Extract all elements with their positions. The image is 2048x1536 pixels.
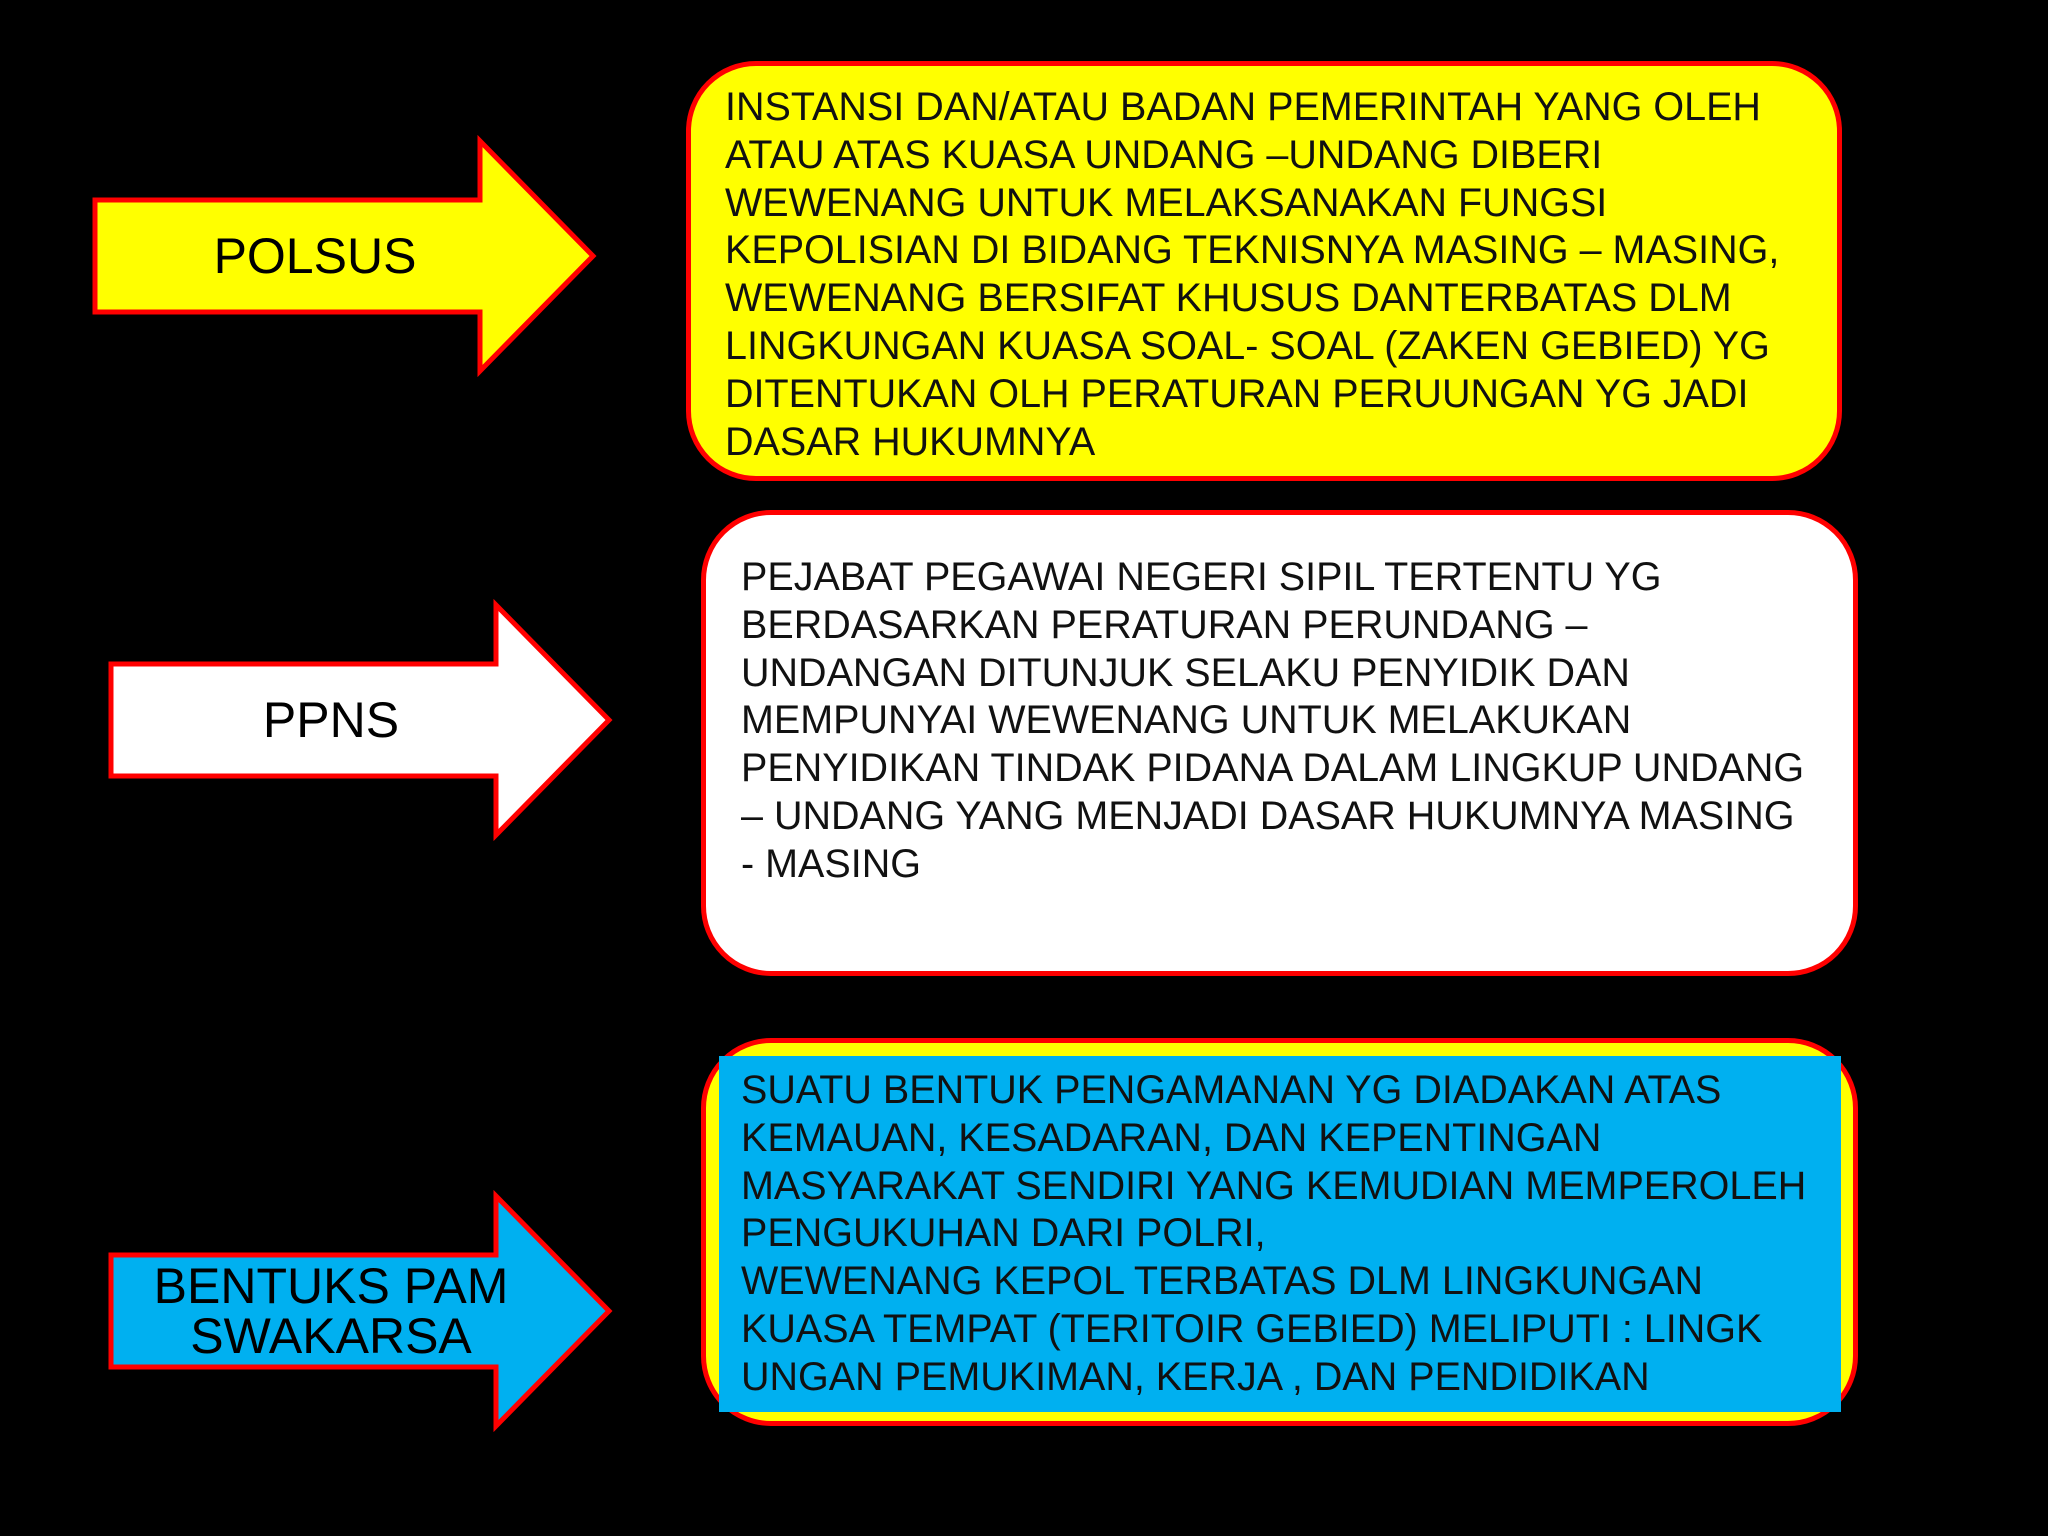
polsus-arrow-label: POLSUS [213,228,417,284]
polsus-definition-text: INSTANSI DAN/ATAU BADAN PEMERINTAH YANG OLEH ATAU ATAS KUASA UNDANG –UNDANG DIBERI WEWENANG UNTUK MELAKSANAKAN FUNGSI KEPOLISIAN DI BIDANG TEKNISNYA MASING – MASING, WEWENANG BERSIFAT KHUSUS DANTERBATAS DLM LINGKUNGAN KUASA SOAL- SOAL (ZAKEN GEBIED) YG DITENTUKAN OLH PERATURAN PERUUNGAN YG JADI DASAR HUKUMNYA [725,85,1780,464]
ppns-definition-text: PEJABAT PEGAWAI NEGERI SIPIL TERTENTU YG BERDASARKAN PERATURAN PERUNDANG – UNDANGAN DITUNJUK SELAKU PENYIDIK DAN MEMPUNYAI WEWENANG UNTUK MELAKUKAN PENYIDIKAN TINDAK PIDANA DALAM LINGKUP UNDANG – UNDANG YANG MENJADI DASAR HUKUMNYA MASING - MASING [741,555,1805,886]
ppns-arrow-label: PPNS [262,692,400,748]
pam-swakarsa-definition-text: SUATU BENTUK PENGAMANAN YG DIADAKAN ATAS KEMAUAN, KESADARAN, DAN KEPENTINGAN MASYARAKAT SENDIRI YANG KEMUDIAN MEMPEROLEH PENGUKUHAN DARI POLRI, WEWENANG KEPOL TERBATAS DLM LINGKUNGAN KUASA TEMPAT (TERITOIR GEBIED) MELIPUTI : LINGK UNGAN PEMUKIMAN, KERJA , DAN PENDIDIKAN [741,1068,1807,1399]
pam-swakarsa-arrow-label: BENTUKS PAM SWAKARSA [153,1258,509,1364]
